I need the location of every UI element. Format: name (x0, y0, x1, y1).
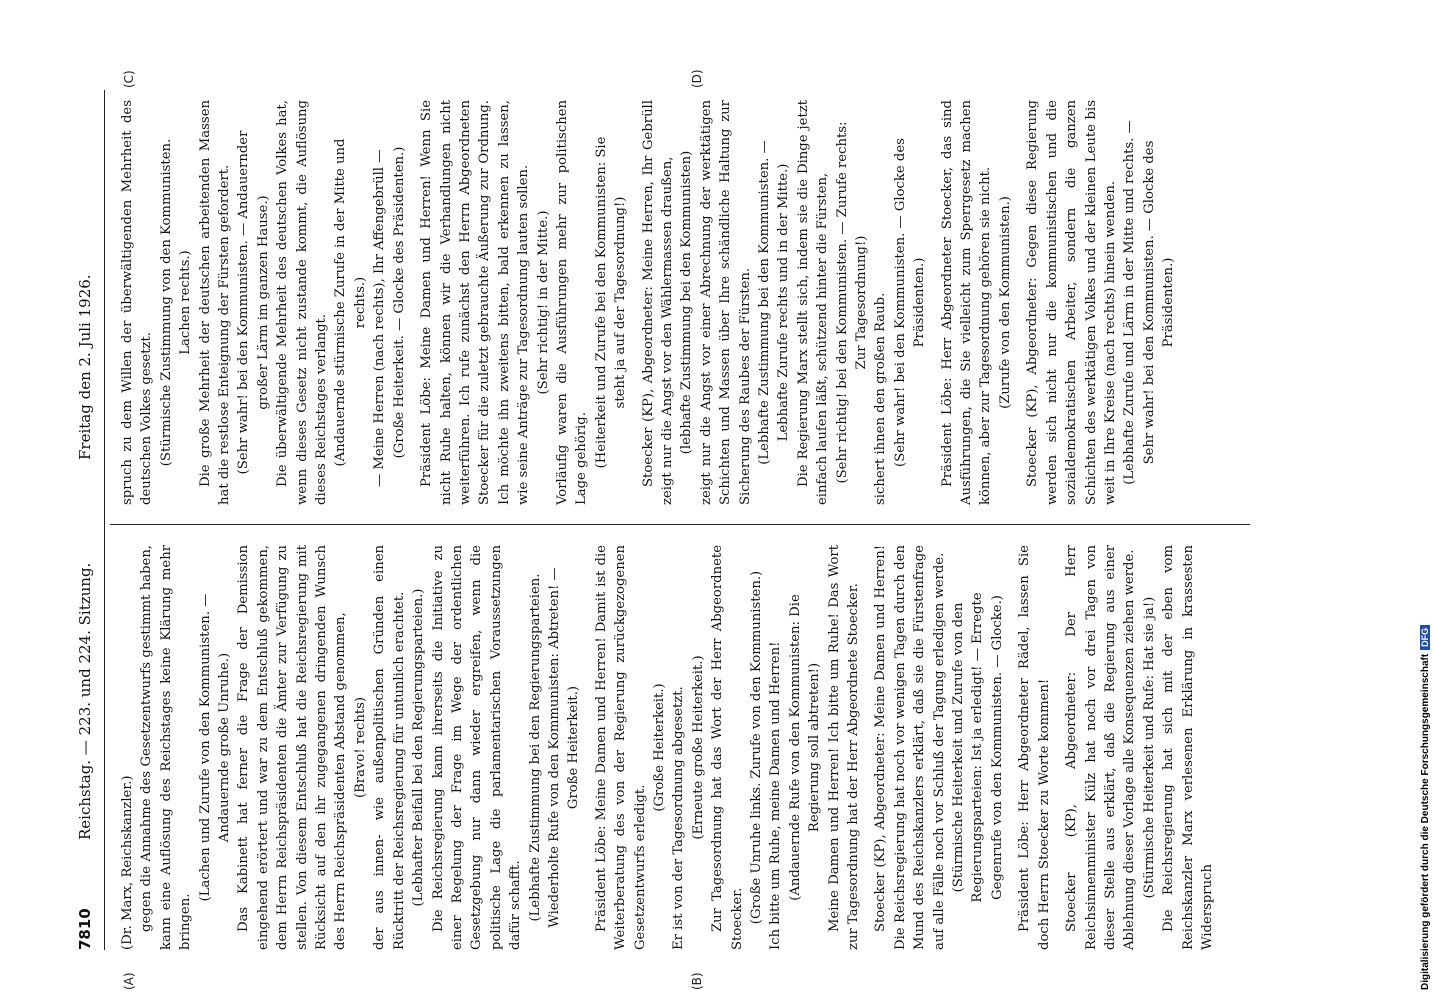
header-rule (104, 90, 105, 950)
interjection: (Lachen und Zurufe von den Kommunisten. — Andauernde große Unruhe.) (197, 593, 233, 902)
session-title: Reichstag. — 223. und 224. Sitzung. (76, 562, 94, 840)
session-date: Freitag den 2. Juli 1926. (76, 274, 94, 460)
interjection: (Sehr richtig! bei den Kommunisten. — Zurufe rechts: Zur Tagesordnung!) (834, 121, 870, 484)
interjection: (Andauernde Rufe von den Kommunisten: Die Regierung soll abtreten!) (787, 594, 823, 901)
paragraph: Die Reichsregierung kann ihrerseits die Initiative zu einer Regelung der Frage im Wege der ordentlichen Gesetzgebung nur dann wieder ergreifen, wenn die politische Lage die parlamentarischen Voraussetzungen dafür schafft. (430, 545, 524, 950)
paragraph: — Meine Herren (nach rechts), Ihr Affengebrüll — (372, 149, 388, 487)
paragraph: Das Kabinett hat ferner die Frage der Demission eingehend erörtert und war zu dem Entschluß gekommen, dem Herrn Reichspräsidenten die Ämter zur Verfügung zu stellen. Von diesem Entschluß hat die Reichsregierung mit Rücksicht auf den ihr zugegangenen dringenden Wunsch des Herrn Reichspräsidenten Abstand genommen, (236, 545, 349, 950)
interjection: (Sehr wahr! bei den Kommunisten. — Andauernder großer Lärm im ganzen Hause.) (236, 130, 271, 475)
interjection: (Bravo! rechts) (352, 696, 368, 799)
left-column (118, 545, 1248, 950)
paragraph: Die Reichsregierung hat sich mit der eben vom Reichskanzler Marx verlesenen Erklärung in krassesten Widerspruch (1161, 545, 1215, 950)
interjection: (Andauernde stürmische Zurufe in der Mitte und rechts.) (333, 138, 368, 467)
interjection: (Stürmische Heiterkeit und Zurufe von den Regierungsparteien: Ist ja erledigt! — Erregte Gegenrufe von den Kommunisten. — Glocke.) (951, 592, 1005, 903)
paragraph-gap (584, 545, 592, 950)
paragraph: Er ist von der Tagesordnung abgesetzt. (671, 686, 687, 950)
interjection: (Sehr richtig! in der Mitte.) (535, 210, 551, 395)
interjection: (Sehr wahr! bei den Kommunisten. — Glocke des Präsidenten.) (892, 138, 928, 467)
interjection: (Lebhafte Zustimmung bei den Kommunisten. — Lebhafte Zurufe rechts und in der Mitte.) (757, 140, 792, 465)
paragraph: sichert ihnen den großen Raub. (873, 292, 889, 505)
margin-mark-d: (D) (690, 69, 704, 88)
paragraph: Stoecker (KP), Abgeordneter: Der Herr Reichsinnenminister Külz hat noch vor drei Tagen von dieser Stelle aus erklärt, daß die Regierung aus einer Ablehnung dieser Vorlage alle Konsequenzen ziehen werde. (1064, 545, 1138, 950)
paragraph: (Dr. Marx, Reichskanzler.) (120, 775, 135, 950)
paragraph: Präsident Löbe: Herr Abgeordneter Rädel, lassen Sie doch Herrn Stoecker zu Worte kommen! (1017, 545, 1052, 950)
paragraph: Zur Tagesordnung hat das Wort der Herr Abgeordnete Stoecker. (710, 545, 745, 950)
margin-mark-a: (A) (122, 972, 136, 990)
interjection: (Lebhafte Zustimmung bei den Regierungsparteien. Wiederholte Rufe von den Kommunisten: Abtreten! — Große Heiterkeit.) (527, 567, 582, 928)
paragraph: Die Regierung Marx stellt sich, indem sie die Dinge jetzt einfach laufen läßt, schützend hinter die Fürsten, (795, 100, 831, 505)
paragraph-gap (863, 545, 871, 950)
paragraph: Stoecker (KP), Abgeordneter: Meine Damen und Herren! Die Reichsregierung hat noch vor wenigen Tagen durch den Mund des Reichskanzlers erklärt, daß sie die Fürstenfrage auf alle Fälle noch vor Schluß der Tagung erledigen werde. (873, 545, 947, 950)
interjection: (Stürmische Zustimmung von den Kommunisten. Lachen rechts.) (158, 138, 194, 467)
paragraph: Ich bitte um Ruhe, meine Damen und Herren! (768, 641, 784, 950)
interjection: (Erneute große Heiterkeit.) (690, 655, 706, 840)
document-page (70, 69, 1270, 990)
paragraph: zeigt nur die Angst vor einer Abrechnung der werktätigen Schichten und Massen über Ihre schändliche Haltung zur Sicherung des Raubes der Fürsten. (698, 100, 753, 505)
paragraph: gegen die Annahme des Gesetzentwurfs gestimmt haben, kann eine Auflösung des Reichstages keine Klärung mehr bringen. (139, 545, 194, 950)
paragraph-gap (1015, 100, 1023, 505)
interjection: (Lebhafte Zurufe und Lärm in der Mitte und rechts. — Sehr wahr! bei den Kommunisten. — Glocke des Präsidenten.) (1122, 120, 1177, 485)
interjection: (Zurufe von den Kommunisten.) (997, 196, 1013, 409)
dfg-logo: DFG (1420, 625, 1430, 650)
column-divider (110, 524, 1250, 525)
margin-mark-c: (C) (122, 70, 136, 88)
paragraph: Präsident Löbe: Herr Abgeordneter Stoecker, das sind Ausführungen, die Sie vielleicht zum Sperrgesetz machen können, aber zur Tagesordnung gehören sie nicht. (939, 100, 994, 505)
paragraph: Vorläufig waren die Ausführungen mehr zur politischen Lage gehörig. (554, 100, 590, 505)
paragraph: Stoecker (KP), Abgeordneter: Gegen diese Regierung werden sich nicht nur die kommunistischen und die sozialdemokratischen Arbeiter, sondern die ganzen Schichten des werktätigen Volkes und der kleinen Leute bis weit in Ihre Kreise (nach rechts) hinein wenden. (1025, 100, 1118, 505)
paragraph-gap (409, 100, 417, 505)
interjection: (Stürmische Heiterkeit und Rufe: Hat sie ja!) (1141, 596, 1157, 899)
page-number: 7810 (76, 908, 94, 950)
paragraph-gap (1054, 545, 1062, 950)
paragraph-gap (631, 100, 639, 505)
paragraph: Präsident Löbe: Meine Damen und Herren! Damit ist die Weiterberatung des von der Regierung zurückgezogenen Gesetzentwurfs erledigt. (593, 545, 648, 950)
interjection: (lebhafte Zustimmung bei den Kommunisten) (679, 150, 695, 455)
paragraph: Präsident Löbe: Meine Damen und Herren! Wenn Sie nicht Ruhe halten, können wir die Verhandlungen nicht weiterführen. Ich rufe zunächst den Herrn Abgeordneten Stoecker für die zuletzt gebrauchte Äußerung zur Ordnung. Ich möchte ihn zweitens bitten, bald erkennen zu lassen, wie seine Anträge zur Tagesordnung lauten sollen. (419, 100, 532, 505)
paragraph: Die überwältigende Mehrheit des deutschen Volkes hat, wenn dieses Gesetz nicht zustande kommt, die Auflösung dieses Reichstages verlangt. (275, 100, 330, 505)
paragraph: Die große Mehrheit der deutschen arbeitenden Massen hat die restlose Enteignung der Fürsten gefordert. (197, 100, 233, 505)
paragraph-gap (930, 100, 938, 505)
paragraph: Stoecker (KP), Abgeordneter: Meine Herren, Ihr Gebrüll zeigt nur die Angst vor den Wählermassen draußen, (640, 100, 675, 505)
margin-mark-b: (B) (690, 972, 704, 990)
interjection: (Heiterkeit und Zurufe bei den Kommunisten: Sie steht ja auf der Tagesordnung!) (593, 136, 629, 469)
paragraph-gap (1007, 545, 1015, 950)
paragraph: spruch zu dem Willen der überwältigenden Mehrheit des deutschen Volkes gesetzt. (120, 100, 155, 505)
interjection: (Große Heiterkeit.) (651, 683, 667, 812)
right-column (118, 100, 1248, 505)
dfg-attribution-text: Digitalisierung gefördert durch die Deutsche Forschungsgemeinschaft (1420, 653, 1431, 990)
paragraph: der aus innen- wie außenpolitischen Gründen einen Rücktritt der Reichsregierung für untunlich erachtet. (372, 545, 407, 950)
dfg-attribution (1420, 625, 1431, 990)
paragraph: Meine Damen und Herren! Ich bitte um Ruhe! Das Wort zur Tagesordnung hat der Herr Abgeordnete Stoecker. (826, 545, 862, 950)
interjection: (Lebhafter Beifall bei den Regierungsparteien.) (411, 588, 427, 907)
interjection: (Große Unruhe links. Zurufe von den Kommunisten.) (749, 570, 764, 925)
interjection: (Große Heiterkeit. — Glocke des Präsidenten.) (391, 146, 407, 459)
